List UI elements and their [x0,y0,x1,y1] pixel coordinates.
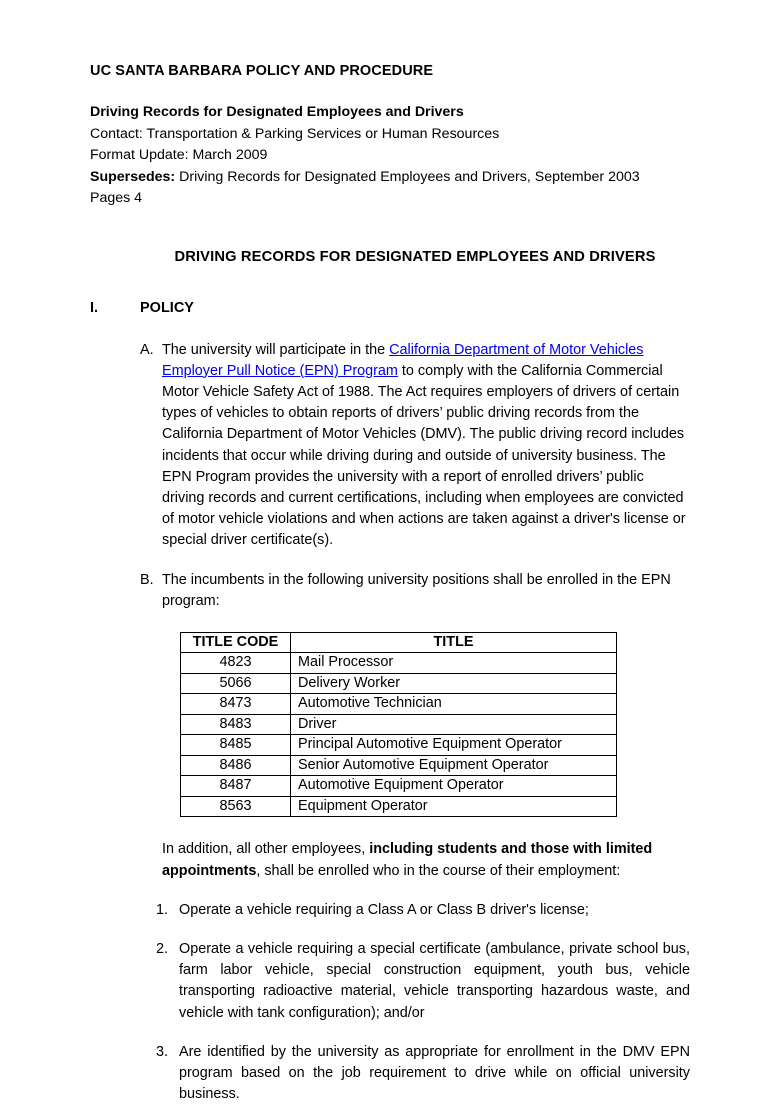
epn-program-link[interactable]: California Department of Motor Vehicles Employer Pull Notice (EPN) Program [162,341,644,379]
policy-item-a-marker: A. [140,341,154,358]
numbered-item-1-marker: 1. [156,901,169,918]
addendum-lead-text: In addition, all other employees, [162,841,370,858]
numbered-item-2-marker: 2. [156,941,169,958]
document-content [90,62,690,1105]
table-row [181,776,617,797]
metadata-pages: Pages 4 [90,190,143,206]
numbered-item-3-text: Are identified by the university as appropriate for enrollment in the DMV EPN program based on the job requirement to drive while on official university business. [179,1043,690,1103]
metadata-supersedes-label: Supersedes: [90,168,176,185]
policy-item-b [90,570,690,612]
spacer [90,612,690,632]
title-code-table [180,632,617,818]
section-heading-policy [90,298,690,318]
numbered-item-1 [90,900,690,921]
title-table-body [181,653,617,817]
numbered-item-3-marker: 3. [156,1043,169,1060]
cell-title: Equipment Operator [291,796,617,817]
spacer [90,921,690,939]
policy-item-a [90,340,690,552]
metadata-supersedes [90,167,690,189]
column-header-title: TITLE [291,632,617,653]
cell-title: Mail Processor [291,653,617,674]
document-metadata [90,102,690,210]
table-header-row [181,632,617,653]
cell-title-code: 8486 [181,755,291,776]
numbered-item-2 [90,939,690,1024]
section-label: POLICY [140,299,194,316]
metadata-contact: Contact: Transportation & Parking Services or Human Resources [90,125,500,142]
cell-title-code: 8483 [181,714,291,735]
table-row [181,694,617,715]
spacer [90,552,690,570]
title-table-wrapper [90,632,690,818]
page-title: DRIVING RECORDS FOR DESIGNATED EMPLOYEES AND DRIVERS [174,248,656,265]
spacer [90,882,690,900]
metadata-supersedes-value: Driving Records for Designated Employees and Drivers, September 2003 [175,168,640,185]
addendum-paragraph [90,839,690,881]
policy-item-b-body: The incumbents in the following university positions shall be enrolled in the EPN program: [162,571,671,609]
spacer [90,817,690,839]
table-row [181,796,617,817]
policy-item-a-body [162,340,690,552]
table-row [181,653,617,674]
cell-title: Senior Automotive Equipment Operator [291,755,617,776]
policy-item-a-text-after-link: to comply with the California Commercial Motor Vehicle Safety Act of 1988. The Act requires employers of drivers of certain types of vehicles to obtain reports of drivers’ public driving records from the California Department of Motor Vehicles (DMV). The public driving record includes incidents that occur while driving during and outside of university business. The EPN Program provides the university with a report of enrolled drivers’ public driving records and current certifications, including when employees are convicted of motor vehicle violations and when actions are taken against a driver's license or special driver certificate(s). [162,362,686,549]
numbered-item-1-text: Operate a vehicle requiring a Class A or Class B driver's license; [179,901,589,918]
organization-header: UC SANTA BARBARA POLICY AND PROCEDURE [90,63,434,79]
cell-title-code: 8563 [181,796,291,817]
policy-item-a-text-before-link: The university will participate in the [162,341,390,358]
cell-title: Principal Automotive Equipment Operator [291,735,617,756]
cell-title: Automotive Technician [291,694,617,715]
table-row [181,714,617,735]
cell-title: Delivery Worker [291,673,617,694]
addendum-tail-text: , shall be enrolled who in the course of their employment: [256,862,621,879]
cell-title-code: 8473 [181,694,291,715]
numbered-item-3 [90,1042,690,1105]
spacer [90,1024,690,1042]
table-row [181,673,617,694]
policy-item-b-marker: B. [140,571,154,588]
cell-title-code: 8487 [181,776,291,797]
spacer [90,318,690,340]
column-header-title-code: TITLE CODE [181,632,291,653]
section-number: I. [90,299,99,316]
table-row [181,755,617,776]
cell-title-code: 5066 [181,673,291,694]
metadata-format-update: Format Update: March 2009 [90,147,268,163]
cell-title: Driver [291,714,617,735]
cell-title-code: 8485 [181,735,291,756]
metadata-subject: Driving Records for Designated Employees and Drivers [90,104,464,120]
table-row [181,735,617,756]
spacer [90,210,690,249]
spacer [90,265,690,298]
cell-title-code: 4823 [181,653,291,674]
addendum-bold-text: including students and those with limited appointments [162,841,653,879]
numbered-item-2-text: Operate a vehicle requiring a special certificate (ambulance, private school bus, farm labor vehicle, special construction equipment, youth bus, vehicle transporting radioactive material, vehicle transporting hazardous waste, and vehicle with tank configuration); and/or [179,941,690,1021]
cell-title: Automotive Equipment Operator [291,776,617,797]
